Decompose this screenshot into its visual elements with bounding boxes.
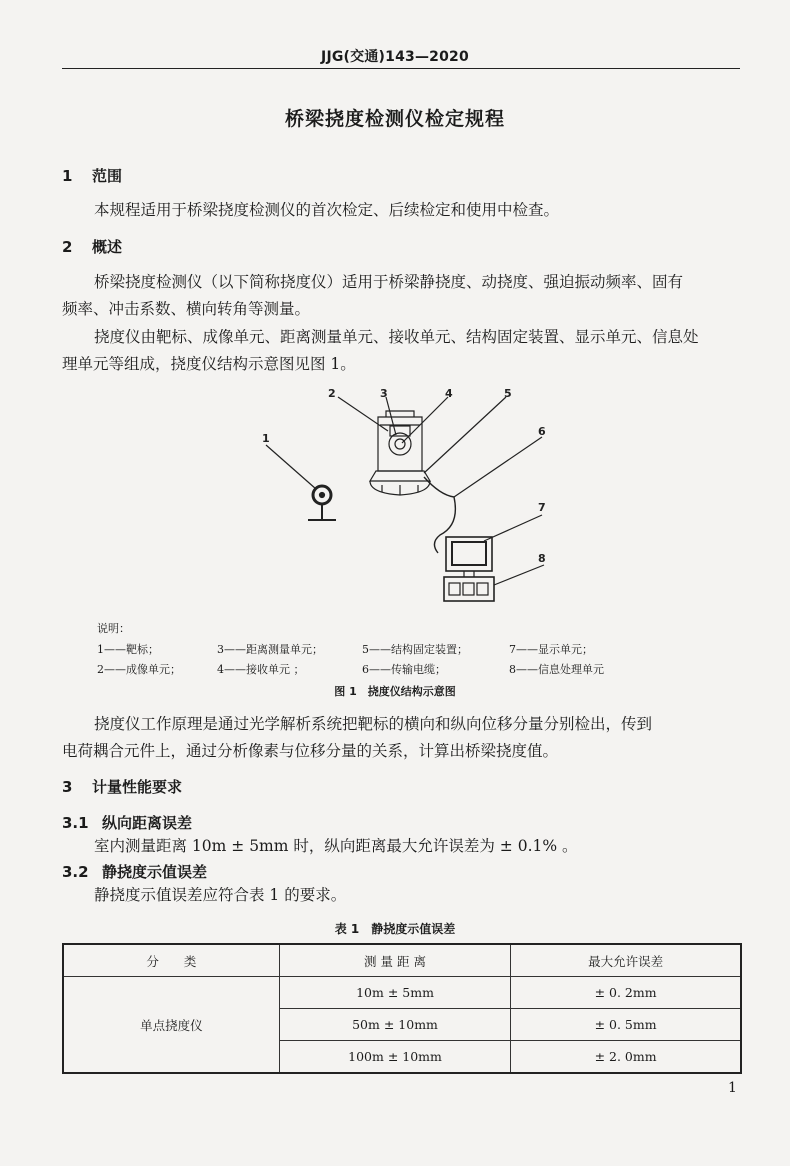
page-number: 1 [728, 1080, 737, 1096]
section-number: 2 [62, 238, 73, 256]
figure-note-6: 6——传输电缆； [362, 663, 446, 676]
distance-cell: 50m ± 10mm [279, 1009, 510, 1041]
figure-note-1: 1——靶标； [97, 643, 159, 656]
figure-label-1: 1 [262, 432, 270, 445]
section-title: 静挠度示值误差 [102, 863, 208, 881]
section-2-para-1-line-2: 频率、冲击系数、横向转角等测量。 [62, 300, 311, 318]
figure-label-5: 5 [504, 387, 512, 400]
figure-note-2: 2——成像单元； [97, 663, 181, 676]
header-max-error: 最大允许误差 [511, 944, 741, 977]
figure-label-2: 2 [328, 387, 336, 400]
distance-cell: 100m ± 10mm [279, 1041, 510, 1074]
section-3-1-heading [62, 812, 192, 833]
leader-2 [338, 397, 388, 431]
tripod-mount [370, 471, 430, 481]
section-2-para-1-line-1: 桥梁挠度检测仪（以下简称挠度仪）适用于桥梁静挠度、动挠度、强迫振动频率、固有 [94, 273, 684, 291]
section-2-para-3-line-1: 挠度仪工作原理是通过光学解析系统把靶标的横向和纵向位移分量分别检出，传到 [94, 715, 653, 733]
figure-note-3: 3——距离测量单元； [217, 643, 323, 656]
table-caption: 表 1 静挠度示值误差 [334, 922, 456, 936]
figure-label-7: 7 [538, 501, 546, 514]
error-table [62, 943, 742, 1074]
section-number: 3.2 [62, 863, 89, 881]
instrument-lens-inner [395, 439, 405, 449]
header-category: 分 类 [63, 944, 279, 977]
leader-4 [402, 397, 448, 443]
processing-slot [477, 583, 488, 595]
error-cell: ± 2. 0mm [511, 1041, 741, 1074]
figure-note-8: 8——信息处理单元 [509, 663, 604, 676]
figure-label-3: 3 [380, 387, 388, 400]
section-title: 纵向距离误差 [102, 814, 193, 832]
figure-note-title: 说明： [97, 622, 130, 635]
figure-label-6: 6 [538, 425, 546, 438]
processing-slot [463, 583, 474, 595]
document-header-code: JJG(交通)143—2020 [321, 49, 469, 65]
figure-note-5: 5——结构固定装置； [362, 643, 468, 656]
transmission-cable [424, 477, 455, 553]
figure-label-4: 4 [445, 387, 453, 400]
section-2-heading [62, 236, 122, 257]
section-number: 1 [62, 167, 73, 185]
section-2-para-2-line-2: 理单元等组成，挠度仪结构示意图见图 1。 [62, 355, 356, 373]
section-title: 计量性能要求 [92, 778, 183, 796]
distance-cell: 10m ± 5mm [279, 977, 510, 1009]
leader-3 [386, 397, 396, 435]
structure-diagram [240, 385, 570, 610]
section-1-heading [62, 165, 122, 186]
leader-7 [484, 515, 542, 541]
figure-caption: 图 1 挠度仪结构示意图 [334, 685, 456, 698]
section-3-2-paragraph: 静挠度示值误差应符合表 1 的要求。 [94, 886, 347, 904]
leader-8 [494, 565, 544, 585]
table-header-row [63, 944, 741, 977]
category-cell: 单点挠度仪 [63, 977, 279, 1074]
target-center [320, 493, 325, 498]
figure-note-7: 7——显示单元； [509, 643, 593, 656]
header-distance: 测 量 距 离 [279, 944, 510, 977]
section-3-1-paragraph: 室内测量距离 10m ± 5mm 时，纵向距离最大允许误差为 ± 0.1% 。 [94, 837, 578, 855]
section-2-para-2-line-1: 挠度仪由靶标、成像单元、距离测量单元、接收单元、结构固定装置、显示单元、信息处 [94, 328, 699, 346]
leader-1 [266, 445, 316, 489]
section-number: 3 [62, 778, 73, 796]
figure-label-8: 8 [538, 552, 546, 565]
section-number: 3.1 [62, 814, 89, 832]
processing-slot [449, 583, 460, 595]
instrument-eyepiece [390, 426, 410, 436]
page-title: 桥梁挠度检测仪检定规程 [284, 108, 505, 130]
section-title: 概述 [92, 238, 123, 256]
processing-unit [444, 577, 494, 601]
error-cell: ± 0. 5mm [511, 1009, 741, 1041]
section-3-heading [62, 776, 182, 797]
section-1-paragraph: 本规程适用于桥梁挠度检测仪的首次检定、后续检定和使用中检查。 [94, 201, 560, 219]
header-rule [62, 68, 740, 69]
figure-note-4: 4——接收单元 ； [217, 663, 305, 676]
display-screen [452, 542, 486, 565]
error-cell: ± 0. 2mm [511, 977, 741, 1009]
leader-6 [454, 437, 542, 497]
section-3-2-heading [62, 861, 207, 882]
section-2-para-3-line-2: 电荷耦合元件上，通过分析像素与位移分量的关系，计算出桥梁挠度值。 [62, 742, 559, 760]
section-title: 范围 [92, 167, 123, 185]
table-row [63, 977, 741, 1009]
